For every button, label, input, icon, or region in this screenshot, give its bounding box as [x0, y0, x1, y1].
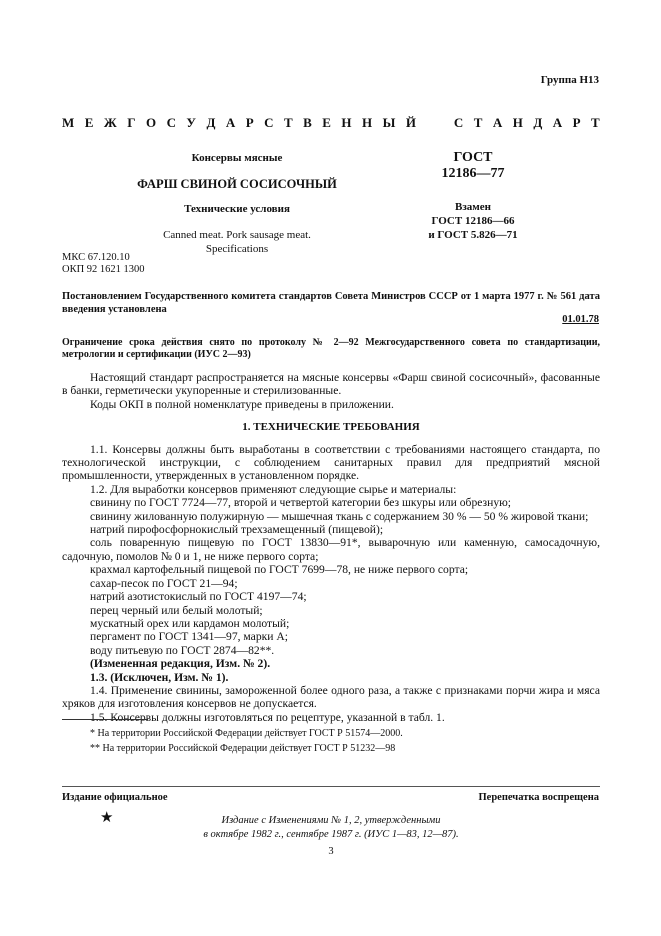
- banner-letter: Ж: [103, 115, 117, 130]
- requirement-item: 1.1. Консервы должны быть выработаны в соответствии с требованиями настоящего стандарта, по технологической инструкции, с соблюдением санитарных правил для предприятий мясной промышленности, утвержденных в установленном порядке.: [62, 442, 600, 483]
- banner-letter: А: [552, 115, 563, 130]
- requirement-item: соль поваренную пищевую по ГОСТ 13830—91*, выварочную или каменную, самосадочную, садочную, помолов № 0 и 1, не ниже первого сорта;: [62, 536, 600, 563]
- banner-letter: Д: [206, 115, 216, 130]
- amendment-note: (Измененная редакция, Изм. № 2).: [90, 657, 271, 671]
- footnote-1: * На территории Российской Федерации действует ГОСТ Р 51574—2000.: [90, 728, 403, 739]
- edition-line2: в октябре 1982 г., сентябре 1987 г. (ИУС 1—83, 12—87).: [203, 829, 459, 840]
- reprint-notice: Перепечатка воспрещена: [478, 792, 599, 803]
- english-title-line1: Canned meat. Pork sausage meat.: [163, 229, 311, 241]
- banner-letter: М: [62, 115, 75, 130]
- mks-code: МКС 67.120.10: [62, 252, 130, 263]
- edition-note: [62, 814, 600, 842]
- replaces-block: [414, 200, 532, 242]
- decree-text: Постановлением Государственного комитета стандартов Совета Министров СССР от 1 марта 1977 г. № 561 дата введения установлена: [62, 291, 600, 315]
- document-title: ФАРШ СВИНОЙ СОСИСОЧНЫЙ: [137, 177, 337, 191]
- section-heading: 1. ТЕХНИЧЕСКИЕ ТРЕБОВАНИЯ: [242, 421, 420, 434]
- classification-codes: [62, 252, 145, 276]
- banner-letter: Д: [533, 115, 543, 130]
- group-code: Группа Н13: [540, 74, 599, 86]
- english-title-line2: Specifications: [205, 243, 269, 255]
- footnote-2: ** На территории Российской Федерации действует ГОСТ Р 51232—98: [90, 743, 396, 754]
- banner-letter: С: [166, 115, 176, 130]
- banner-letter: Т: [284, 115, 293, 130]
- requirement-item: мускатный орех или кардамон молотый;: [90, 616, 290, 630]
- requirement-item: пергамент по ГОСТ 1341—97, марки А;: [90, 630, 288, 644]
- item-1-5: 1.5. Консервы должны изготовляться по рецептуре, указанной в табл. 1.: [90, 710, 445, 724]
- banner-letter: Н: [341, 115, 352, 130]
- banner-letter: А: [492, 115, 503, 130]
- requirement-item: перец черный или белый молотый;: [90, 603, 263, 617]
- banner-letter: Г: [127, 115, 136, 130]
- banner-letter: Р: [572, 115, 581, 130]
- banner-letter: Р: [245, 115, 254, 130]
- item-1-3: 1.3. (Исключен, Изм. № 1).: [90, 670, 229, 684]
- banner-letter: С: [264, 115, 274, 130]
- page-number: 3: [328, 846, 334, 857]
- requirement-item: сахар-песок по ГОСТ 21—94;: [90, 576, 238, 590]
- item-1-4: 1.4. Применение свинины, замороженной более одного раза, а также с признаками порчи жира и мяса хряков для изготовления консервов не допускается.: [62, 683, 600, 711]
- banner-letter: Т: [473, 115, 483, 130]
- intro-paragraph: Коды ОКП в полной номенклатуре приведены в приложении.: [90, 397, 394, 411]
- gost-number: 12186—77: [441, 166, 505, 181]
- banner-letter: В: [303, 115, 312, 130]
- requirement-item: крахмал картофельный пищевой по ГОСТ 7699—78, не ниже первого сорта;: [90, 563, 469, 577]
- document-subtitle: Технические условия: [184, 203, 290, 215]
- okp-code: ОКП 92 1621 1300: [62, 264, 145, 275]
- footnote-divider: [62, 719, 148, 720]
- requirement-item: свинину по ГОСТ 7724—77, второй и четвертой категории без шкуры или обрезную;: [90, 496, 512, 510]
- gost-label: ГОСТ: [453, 150, 493, 165]
- bottom-divider: [62, 786, 600, 787]
- restriction-note: Ограничение срока действия снято по протоколу № 2—92 Межгосударственного совета по стандартизации, метрологии и сертификации (ИУС 2—93): [62, 337, 600, 360]
- banner-letter: Н: [362, 115, 373, 130]
- requirement-item: натрий пирофосфорнокислый трехзамещенный (пищевой);: [90, 523, 384, 537]
- banner-letter: А: [225, 115, 236, 130]
- product-category: Консервы мясные: [191, 152, 283, 164]
- banner-letter: О: [145, 115, 157, 130]
- gost-number-block: [414, 150, 532, 182]
- replaces-label: Взамен: [455, 201, 491, 213]
- requirement-item: 1.2. Для выработки консервов применяют следующие сырье и материалы:: [90, 482, 457, 496]
- banner-letter: С: [453, 115, 464, 130]
- effective-date: 01.01.78: [562, 314, 599, 325]
- banner-letter: [426, 115, 429, 131]
- banner-letter: Й: [405, 115, 416, 130]
- banner-letter: У: [186, 115, 196, 130]
- star-icon: ★: [100, 810, 114, 826]
- edition-line1: Издание с Изменениями № 1, 2, утвержденными: [221, 815, 441, 826]
- banner-letter: Т: [591, 115, 600, 130]
- banner-letter: Е: [322, 115, 331, 130]
- official-edition: Издание официальное: [62, 792, 168, 803]
- banner-letter: [440, 115, 443, 131]
- requirement-item: воду питьевую по ГОСТ 2874—82**.: [90, 643, 275, 657]
- intro-paragraph: Настоящий стандарт распространяется на мясные консервы «Фарш свиной сосисочный», фасованные в банки, герметически укупоренные и стерилизованные.: [62, 371, 600, 398]
- requirement-item: свинину жилованную полужирную — мышечная ткань с содержанием 30 % — 50 % жировой ткани;: [90, 509, 589, 523]
- replaces-standard-1: ГОСТ 12186—66: [431, 215, 515, 227]
- banner-letter: Н: [512, 115, 523, 130]
- footnotes: [62, 726, 600, 756]
- banner-letter: Ы: [382, 115, 396, 130]
- replaces-standard-2: и ГОСТ 5.826—71: [428, 229, 518, 241]
- banner-letter: Е: [84, 115, 94, 130]
- requirement-item: натрий азотистокислый по ГОСТ 4197—74;: [90, 590, 307, 604]
- document-body: [62, 371, 600, 724]
- interstate-standard-banner: [62, 115, 600, 131]
